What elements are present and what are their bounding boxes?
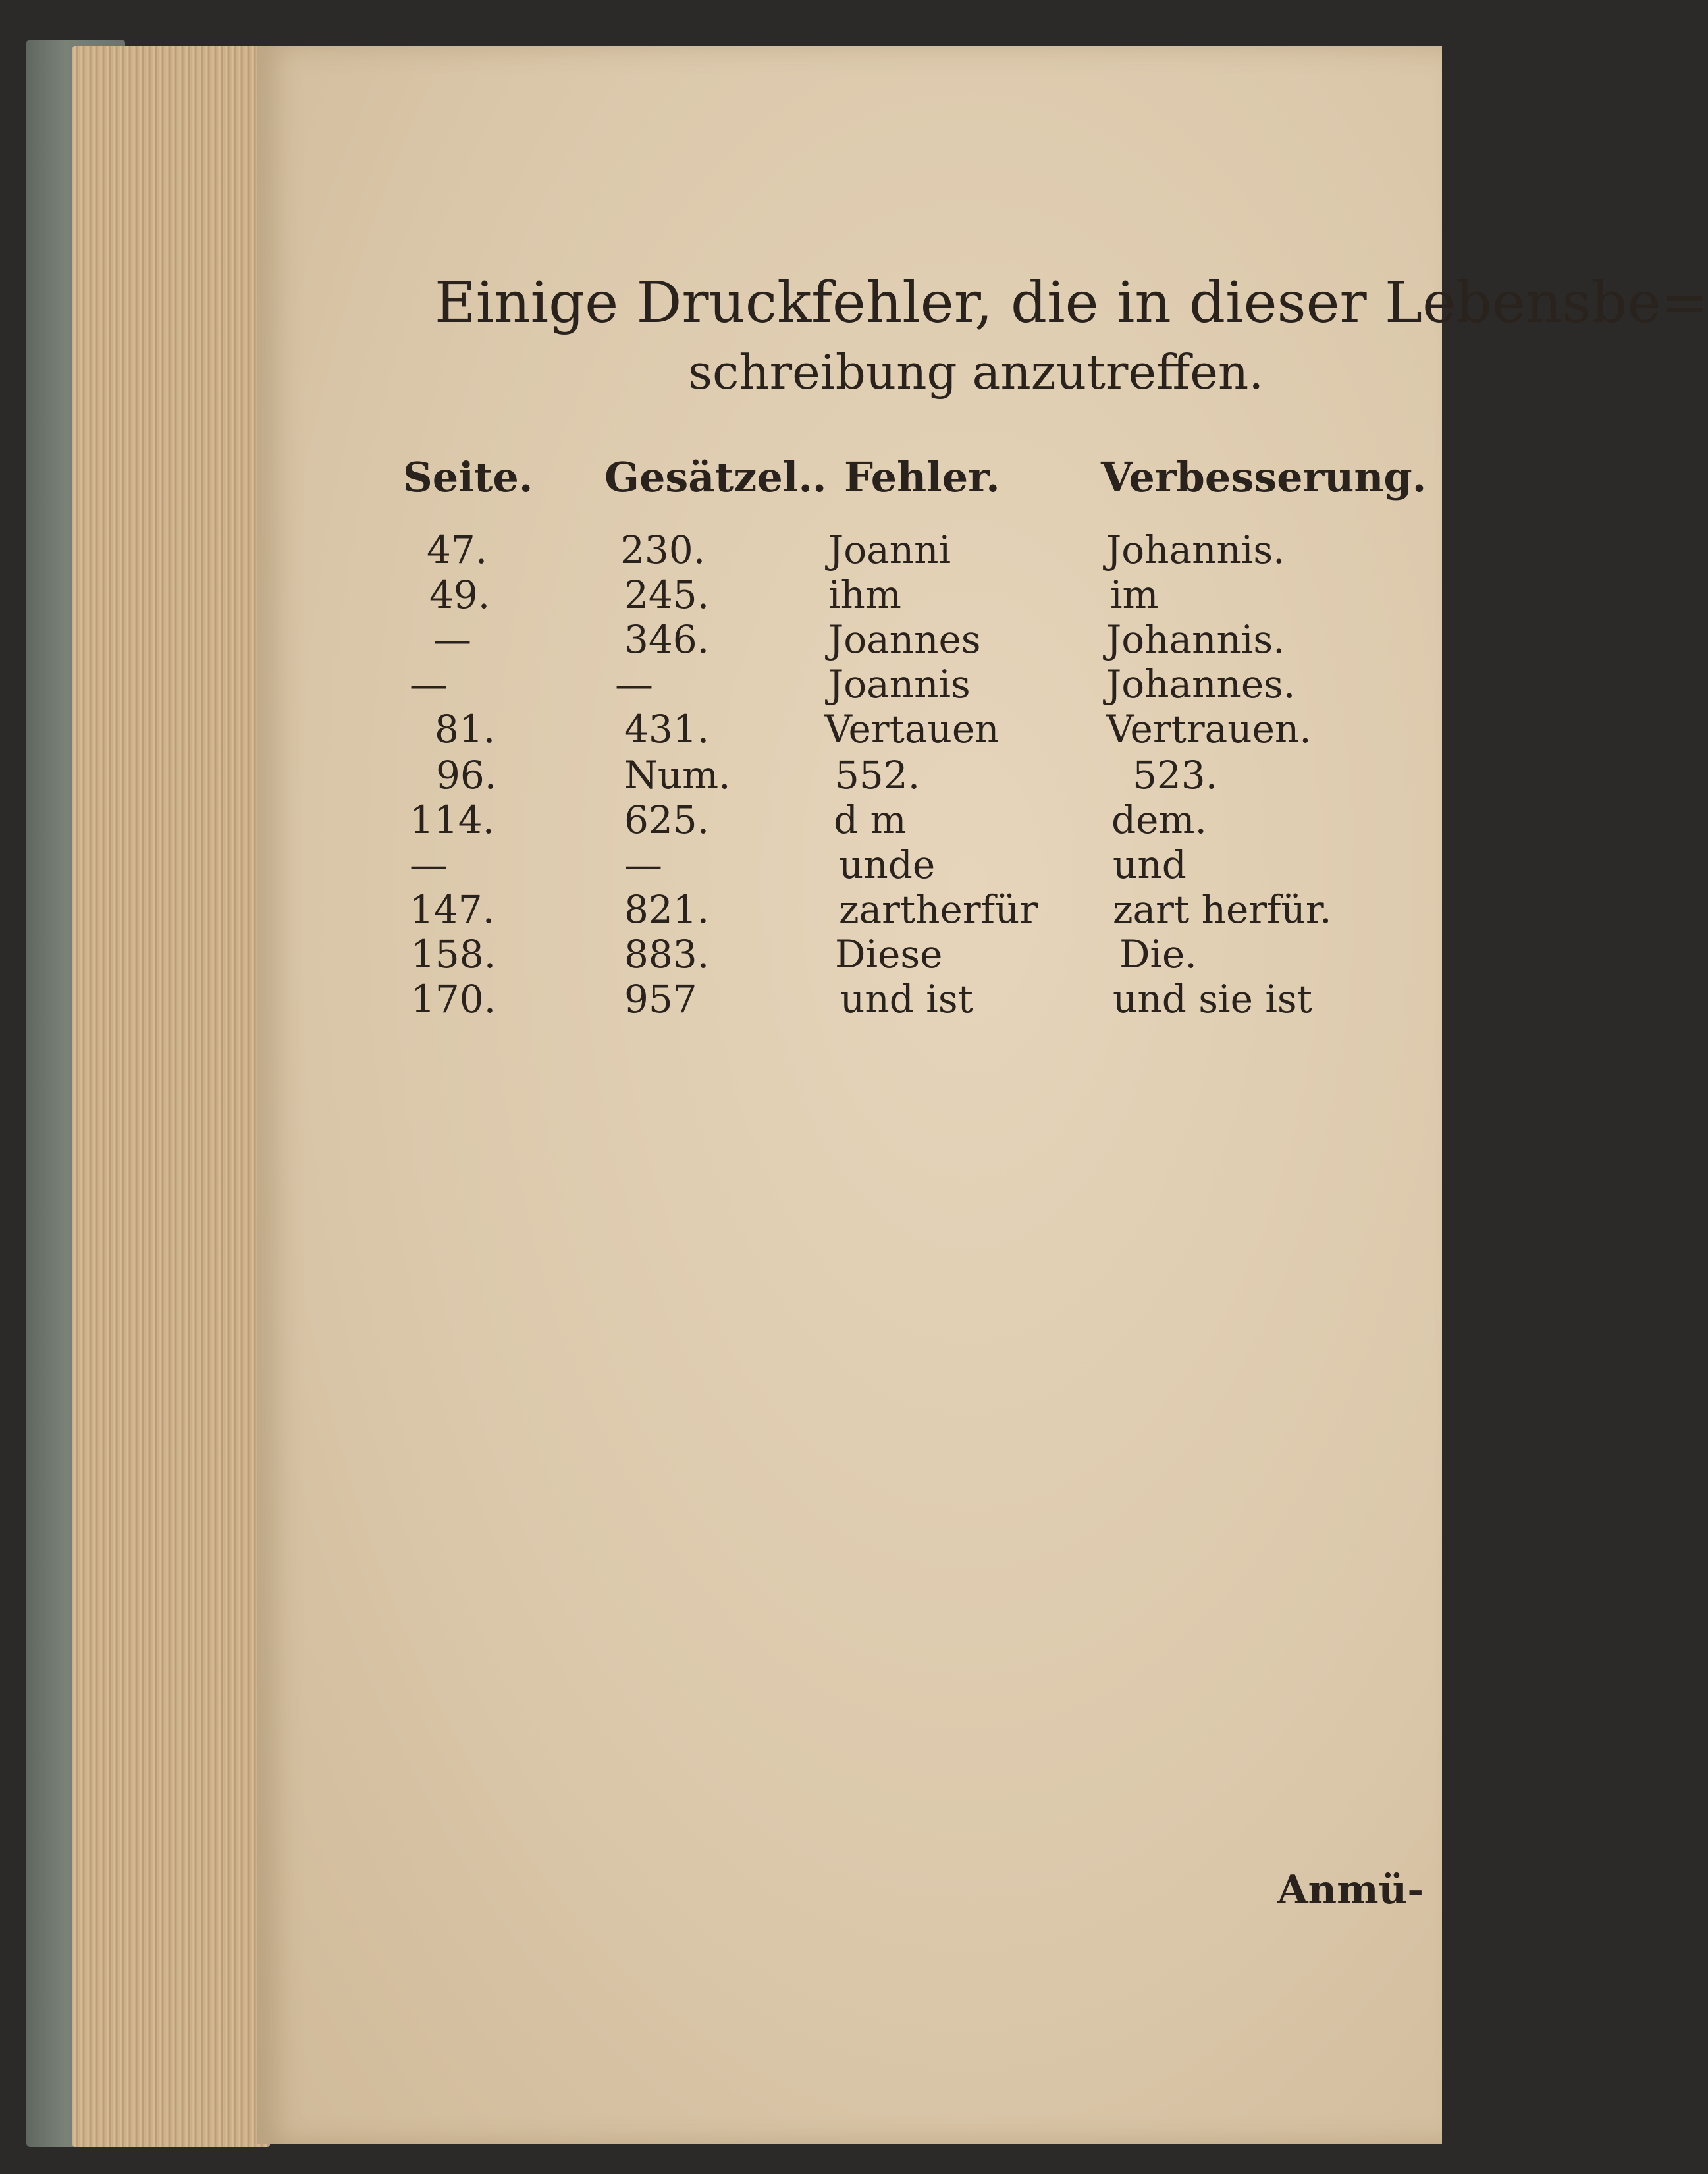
table-cell: 346. <box>624 617 710 662</box>
table-cell: 431. <box>624 707 710 751</box>
table-cell: Johannes. <box>1106 662 1296 707</box>
table-cell: 821. <box>624 887 710 932</box>
table-cell: 523. <box>1133 753 1218 798</box>
table-cell: und sie ist <box>1113 977 1312 1021</box>
table-cell: Vertrauen. <box>1106 707 1312 751</box>
table-cell: 47. <box>427 528 488 572</box>
table-cell: Joanni <box>828 528 951 572</box>
table-cell: — <box>410 842 448 887</box>
heading-line-2: schreibung anzutreffen. <box>688 344 1264 400</box>
table-cell: unde <box>839 842 936 887</box>
column-header-fehler: Fehler. <box>844 453 1000 501</box>
table-cell: 81. <box>435 707 496 751</box>
column-header-gesaetzel: Gesätzel.. <box>604 453 827 501</box>
table-cell: 625. <box>624 798 710 842</box>
table-cell: 49. <box>429 572 491 617</box>
table-cell: Diese <box>835 932 943 977</box>
table-cell: Joannis <box>828 662 971 707</box>
table-cell: Vertauen <box>824 707 1000 751</box>
table-cell: — <box>433 617 471 662</box>
table-cell: d m <box>834 798 907 842</box>
table-cell: 245. <box>624 572 710 617</box>
table-cell: 158. <box>411 932 496 977</box>
table-cell: Johannis. <box>1106 617 1285 662</box>
table-cell: 230. <box>620 528 706 572</box>
column-header-seite: Seite. <box>403 453 533 501</box>
table-cell: 170. <box>411 977 496 1021</box>
table-cell: Die. <box>1119 932 1197 977</box>
table-cell: dem. <box>1111 798 1207 842</box>
table-cell: und ist <box>840 977 973 1021</box>
table-cell: 957 <box>624 977 697 1021</box>
heading-line-1: Einige Druckfehler, die in dieser Lebensbe= <box>435 270 1708 336</box>
table-cell: und <box>1113 842 1187 887</box>
table-cell: Joannes <box>828 617 981 662</box>
table-cell: ihm <box>828 572 901 617</box>
catchword: Anmü- <box>1277 1867 1424 1913</box>
table-cell: 552. <box>835 753 921 798</box>
table-cell: im <box>1110 572 1159 617</box>
table-cell: 96. <box>436 753 497 798</box>
table-cell: Johannis. <box>1106 528 1285 572</box>
table-cell: 883. <box>624 932 710 977</box>
table-cell: zartherfür <box>839 887 1038 932</box>
table-cell: zart herfür. <box>1113 887 1332 932</box>
column-header-verbesserung: Verbesserung. <box>1101 453 1427 501</box>
table-cell: 114. <box>410 798 495 842</box>
table-cell: Num. <box>624 753 731 798</box>
table-cell: 147. <box>410 887 495 932</box>
table-cell: — <box>615 662 653 707</box>
table-cell: — <box>410 662 448 707</box>
table-cell: — <box>624 842 662 887</box>
